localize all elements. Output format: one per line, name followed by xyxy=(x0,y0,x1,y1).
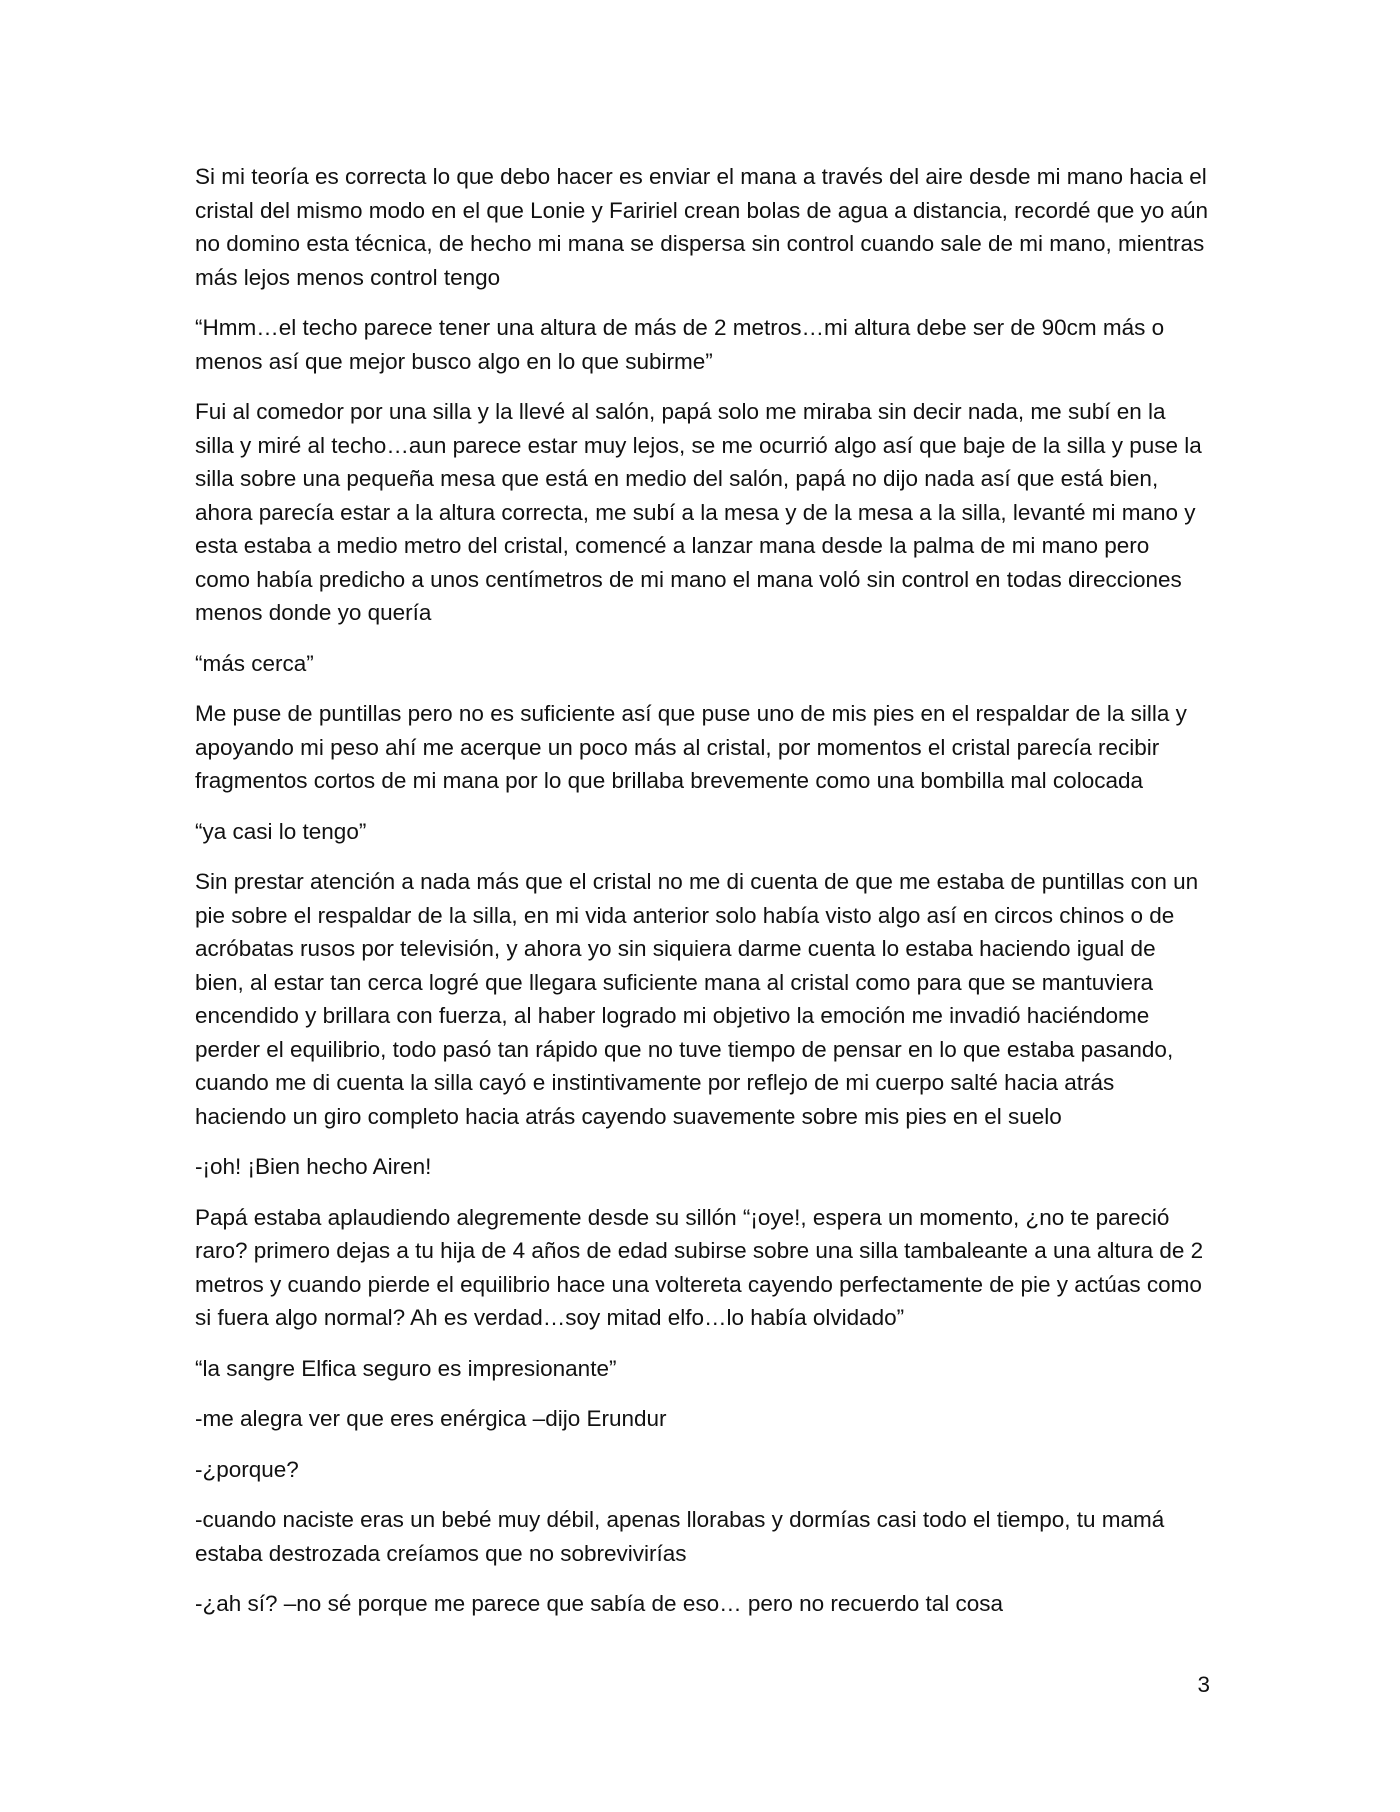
paragraph: -¿porque? xyxy=(195,1456,299,1482)
paragraph: Si mi teoría es correcta lo que debo hacer es enviar el mana a través del aire desde mi mano hacia el cristal del mismo modo en el que Lonie y Faririel crean bolas de agua a distancia, recordé que yo aún no domino esta técnica, de hecho mi mana se dispersa sin control cuando sale de mi mano, mientras más lejos menos control tengo xyxy=(195,164,1209,290)
paragraph: Sin prestar atención a nada más que el cristal no me di cuenta de que me estaba de puntillas con un pie sobre el respaldar de la silla, en mi vida anterior solo había visto algo así en circos chinos o de acróbatas rusos por televisión, y ahora yo sin siquiera darme cuenta lo estaba haciendo igual de bien, al estar tan cerca logré que llegara suficiente mana al cristal como para que se mantuviera encendido y brillara con fuerza, al haber logrado mi objetivo la emoción me invadió haciéndome perder el equilibrio, todo pasó tan rápido que no tuve tiempo de pensar en lo que estaba pasando, cuando me di cuenta la silla cayó e instintivamente por reflejo de mi cuerpo salté hacia atrás haciendo un giro completo hacia atrás cayendo suavemente sobre mis pies en el suelo xyxy=(195,869,1199,1129)
paragraph: “Hmm…el techo parece tener una altura de más de 2 metros…mi altura debe ser de 90cm más o menos así que mejor busco algo en lo que subirme” xyxy=(195,315,1165,374)
paragraph: -¡oh! ¡Bien hecho Airen! xyxy=(195,1154,432,1179)
paragraph: Papá estaba aplaudiendo alegremente desde su sillón “¡oye!, espera un momento, ¿no te pareció raro? primero dejas a tu hija de 4 años de edad subirse sobre una silla tambaleante a una altura de 2 metros y cuando pierde el equilibrio hace una voltereta cayendo perfectamente de pie y actúas como si fuera algo normal? Ah es verdad…soy mitad elfo…lo había olvidado” xyxy=(195,1204,1204,1330)
paragraph: “ya casi lo tengo” xyxy=(195,818,367,844)
paragraph: -¿ah sí? –no sé porque me parece que sabía de eso… pero no recuerdo tal cosa xyxy=(195,1591,1004,1616)
paragraph: Fui al comedor por una silla y la llevé al salón, papá solo me miraba sin decir nada, me subí en la silla y miré al techo…aun parece estar muy lejos, se me ocurrió algo así que baje de la silla y puse la silla sobre una pequeña mesa que está en medio del salón, papá no dijo nada así que está bien, ahora parecía estar a la altura correcta, me subí a la mesa y de la mesa a la silla, levanté mi mano y esta estaba a medio metro del cristal, comencé a lanzar mana desde la palma de mi mano pero como había predicho a unos centímetros de mi mano el mana voló sin control en todas direcciones menos donde yo quería xyxy=(195,399,1202,625)
page-number: 3 xyxy=(1197,1672,1210,1697)
page-body-text xyxy=(195,160,1210,1638)
paragraph: “la sangre Elfica seguro es impresionante” xyxy=(195,1355,617,1381)
paragraph: -me alegra ver que eres enérgica –dijo Erundur xyxy=(195,1406,667,1431)
paragraph: “más cerca” xyxy=(195,650,314,676)
paragraph: -cuando naciste eras un bebé muy débil, apenas llorabas y dormías casi todo el tiempo, tu mamá estaba destrozada creíamos que no sobrevivirías xyxy=(195,1507,1165,1566)
paragraph: Me puse de puntillas pero no es suficiente así que puse uno de mis pies en el respaldar de la silla y apoyando mi peso ahí me acerque un poco más al cristal, por momentos el cristal parecía recibir fragmentos cortos de mi mana por lo que brillaba brevemente como una bombilla mal colocada xyxy=(195,701,1187,793)
